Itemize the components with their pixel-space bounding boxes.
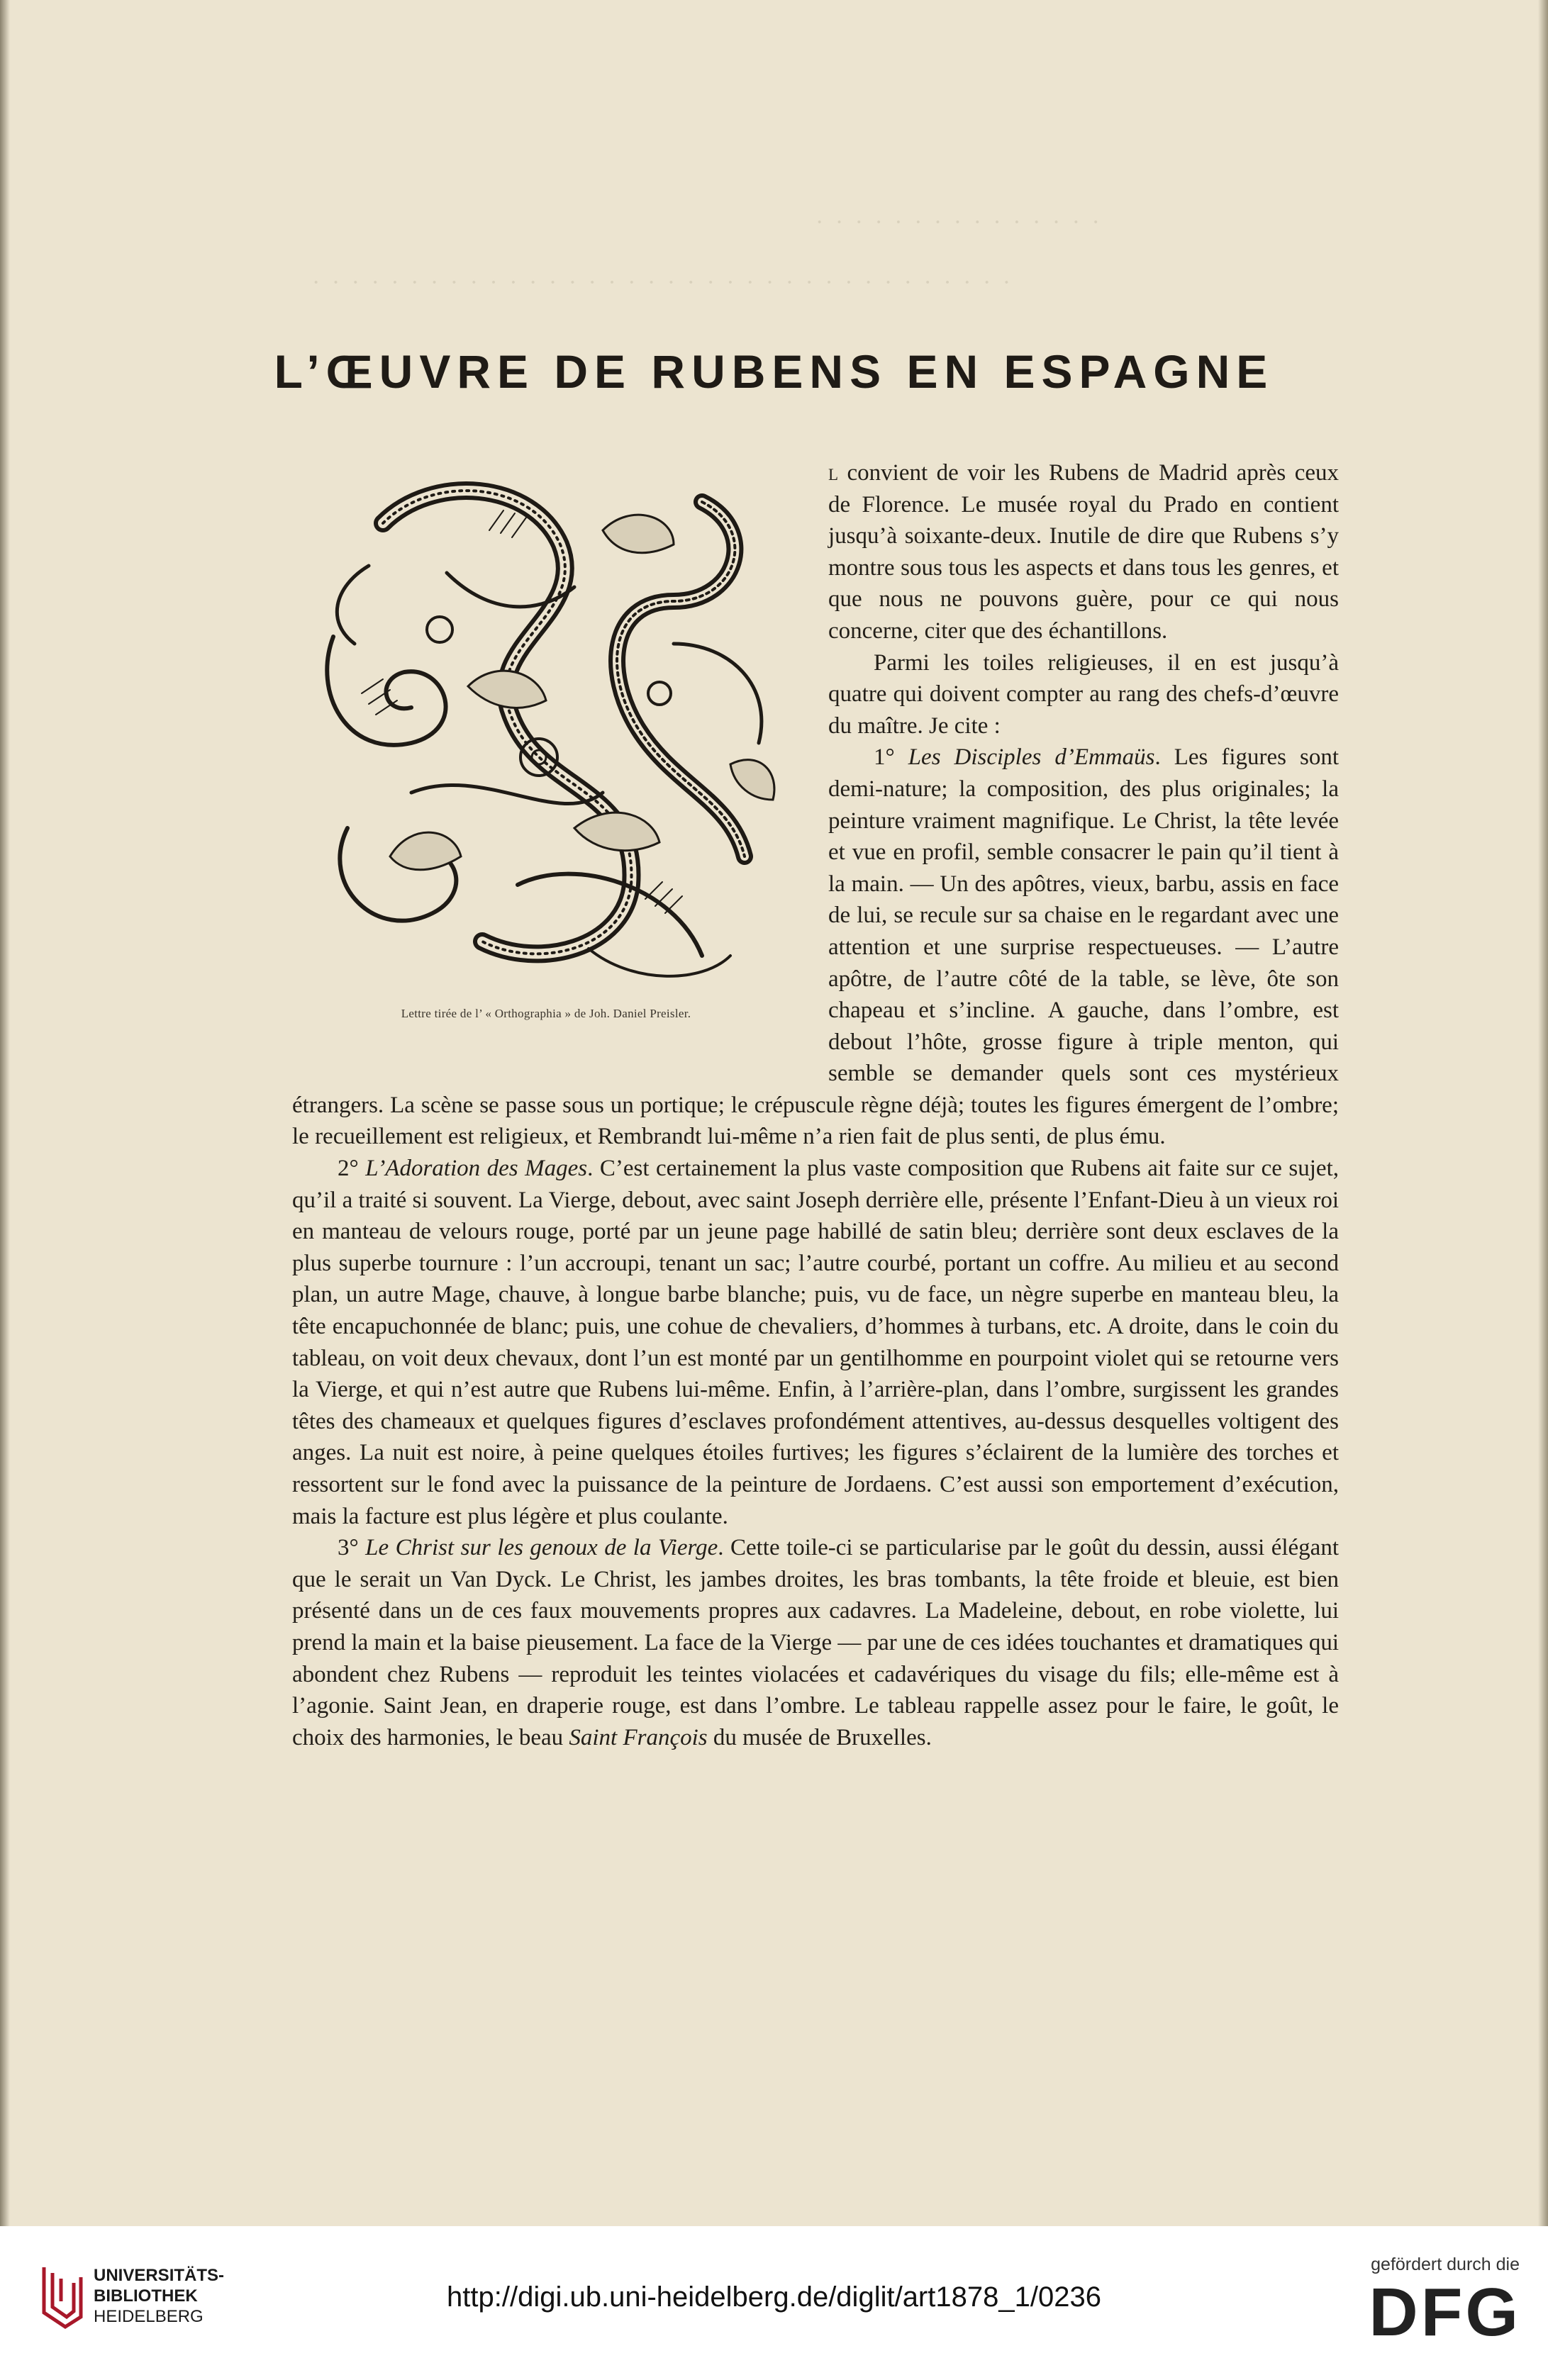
figure-caption: Lettre tirée de l’ « Orthographia » de Joh. Daniel Preisler.	[401, 1007, 691, 1020]
funded-by-label: gefördert durch die	[1371, 2255, 1520, 2274]
article-title: L’ŒUVRE DE RUBENS EN ESPAGNE	[274, 345, 1274, 398]
work-title: Les Disciples d’Emmaüs	[908, 744, 1155, 771]
figure-wrap-space	[292, 457, 828, 1074]
paragraph-intro: l convient de voir les Rubens de Madrid après ceux de Florence. Le musée royal du Prado en contient jusqu’à soixante-deux. Inutile de dire que Rubens s’y montre sous tous les aspects et dans tous les genres, et que nous ne pouvons guère, pour ce qui nous concerne, citer que des échantillons.	[828, 460, 1339, 644]
permalink-url[interactable]: http://digi.ub.uni-heidelberg.de/diglit/art1878_1/0236	[447, 2281, 1101, 2313]
paragraph-religious-works: Parmi les toiles religieuses, il en est jusqu’à quatre qui doivent compter au rang des chefs-d’œuvre du maître. Je cite :	[828, 649, 1339, 739]
paragraph-pieta: 3° Le Christ sur les genoux de la Vierge. Cette toile-ci se particularise par le goût du dessin, aussi élégant que le serait un Van Dyck. Le Christ, les jambes droites, les bras tombants, la tête froide et bleuie, est bien présenté dans un de ces faux mouvements propres aux cadavres. La Madeleine, debout, en robe violette, lui prend la main et la baise pieusement. La face de la Vierge — par une de ces idées touchantes et dramatiques qui abondent chez Rubens — reproduit les teintes violacées et cadavériques du visage du fils; elle-même est à l’agonie. Saint Jean, en draperie rouge, est dans l’ombre. Le tableau rappelle assez pour le faire, le goût, le choix des harmonies, le beau Saint François du musée de Bruxelles.	[292, 1535, 1339, 1750]
drop-initial-continuation: l	[828, 460, 839, 486]
work-title: Saint François	[569, 1724, 708, 1750]
work-title: Le Christ sur les genoux de la Vierge	[365, 1535, 718, 1561]
bleed-through-text: · · · · · · · · · · · · · · ·	[815, 209, 1103, 235]
paragraph-adoration: 2° L’Adoration des Mages. C’est certainement la plus vaste composition que Rubens ait faite sur ce sujet, qu’il a traité si souvent. La Vierge, debout, avec saint Joseph derrière elle, présente l’Enfant-Dieu à un vieux roi en manteau de velours rouge, porté par un jeune page habillé de satin bleu; derrière sont deux esclaves de la plus superbe tournure : l’un accroupi, tenant un sac; l’autre courbé, portant un coffre. Au milieu et au second plan, un autre Mage, chauve, à longue barbe blanche; puis, vu de face, un nègre superbe en manteau bleu, la tête encapuchonnée de blanc; puis, une cohue de chevaliers, d’hommes à turbans, etc. A droite, dans le coin du tableau, on voit deux chevaux, dont l’un est monté par un gentilhomme en pourpoint violet qui se retourne vers la Vierge, et qui n’est autre que Rubens lui-même. Enfin, à l’arrière-plan, dans l’ombre, surgissent les grandes têtes des chameaux et quelques figures d’esclaves profondément attentives, au-dessus desquelles voltigent des anges. La nuit est noire, à peine quelques étoiles furtives; les figures s’éclairent de la lumière des torches et ressortent sur le fond avec la puissance de la peinture de Jordaens. C’est aussi son emportement d’exécution, mais la facture est plus légère et plus coulante.	[292, 1156, 1339, 1529]
dfg-logo-icon[interactable]: DFG	[1369, 2274, 1521, 2350]
paragraph-emmaus: 1° Les Disciples d’Emmaüs. Les figures sont demi-nature; la composition, des plus originales; la peinture vraiment magnifique. Le Christ, la tête levée et vue en profil, semble consacrer le pain qu’il tient à la main. — Un des apôtres, vieux, barbu, assis en face de lui, se recule sur sa chaise en le regardant avec une attention et une surprise respectueuses. — L’autre apôtre, de l’autre côté de la table, se lève, ôte son chapeau et s’incline. A gauche, dans l’ombre, est debout l’hôte, grosse figure à triple menton, qui semble se demander quels sont ces mystérieux étrangers. La scène se passe sous un portique; le crépuscule règne déjà; toutes les figures émergent de l’ombre; le recueillement est religieux, et Rembrandt lui-même n’a rien fait de plus senti, de plus ému.	[292, 744, 1339, 1150]
work-title: L’Adoration des Mages	[365, 1156, 588, 1182]
article-body	[292, 457, 1339, 1753]
bleed-through-text: · · · · · · · · · · · · · · · · · · · · · · · · · · · · · · · · · · · ·	[312, 269, 1014, 296]
library-name[interactable]: UNIVERSITÄTS- BIBLIOTHEK HEIDELBERG	[94, 2266, 225, 2326]
